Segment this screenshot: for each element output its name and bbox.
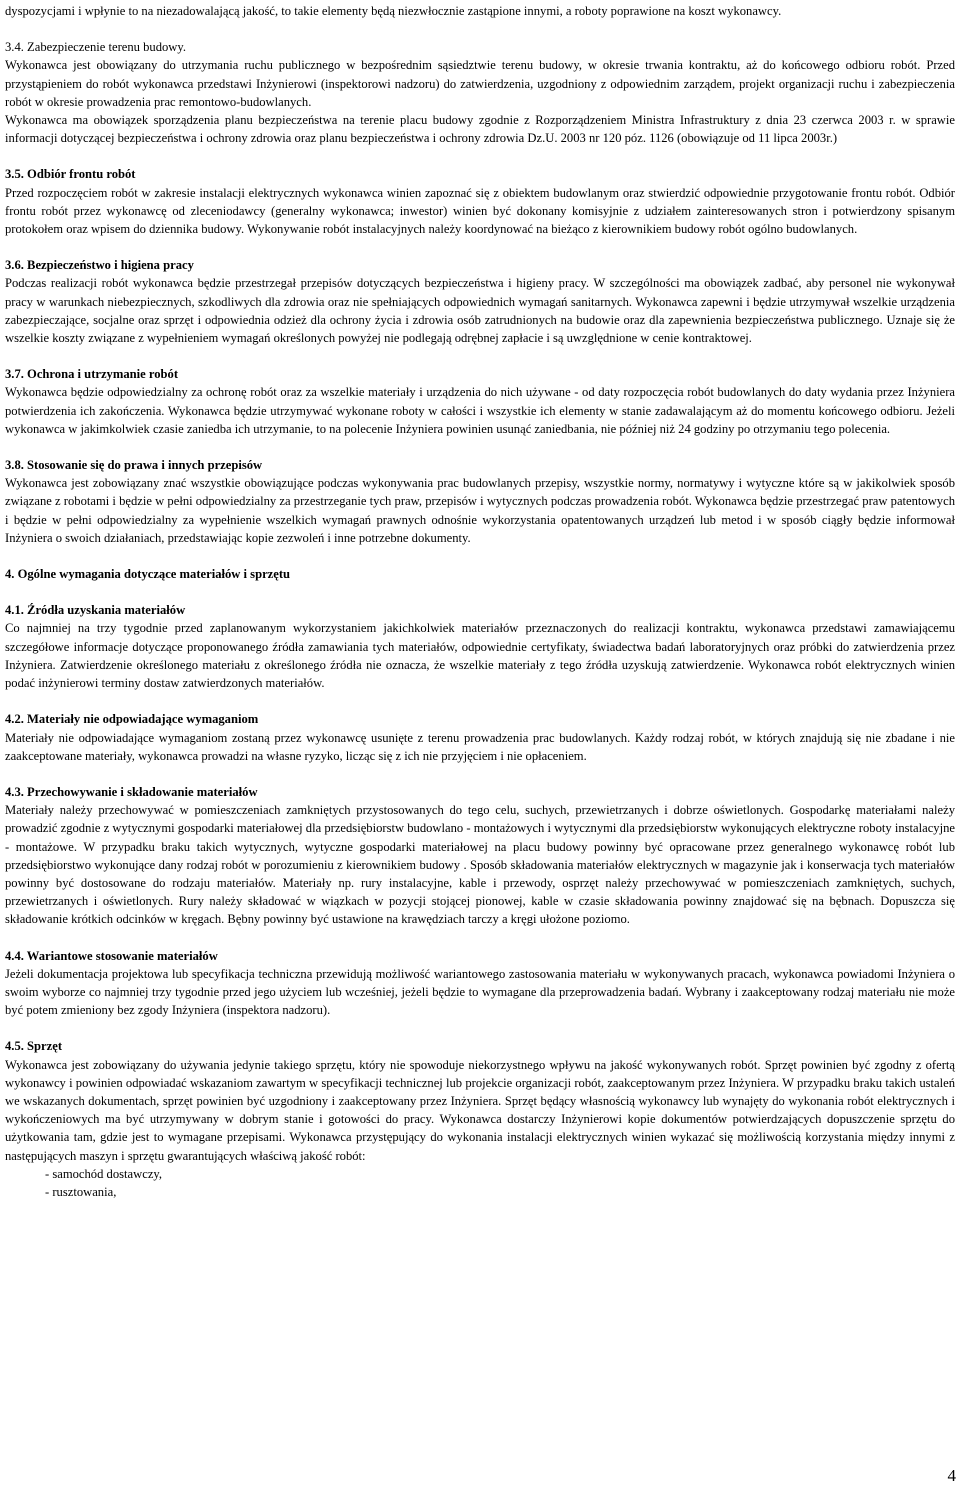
section-heading: 3.7. Ochrona i utrzymanie robót: [5, 367, 179, 382]
section-heading: 3.4. Zabezpieczenie terenu budowy.: [5, 40, 187, 55]
section-paragraph: Co najmniej na trzy tygodnie przed zaplanowanym wykorzystaniem jakichkolwiek materiałów przeznaczonych do realizacji kontraktu, wykonawca przedstawi zamawiającemu szczegółowe informacje dotyczące proponowanego źródła zamawiania tych materiałów, odpowiednie certyfikaty, świadectwa badań laboratoryjnych oraz próbki do zatwierdzenia przez Inżyniera. Zatwierdzenie określonego materiału z określonego źródła nie oznacza, że wszelkie materiały z tego źródła uzyskują zatwierdzenie. Wykonawca robót elektrycznych winien podać inżynierowi terminy dostaw zatwierdzonych materiałów.: [5, 621, 955, 691]
section-paragraph: Wykonawca jest zobowiązany znać wszystkie obowiązujące podczas wykonywania prac budowlanych przepisy, wszystkie normy, normatywy i wytyczne które są w jakikolwiek sposób związane z robotami i będzie w pełni odpowiedzialny za przestrzeganie tych praw, przepisów i wytycznych podczas prowadzenia robót. Wykonawca będzie przestrzegać praw patentowych i będzie w pełni odpowiedzialny za wypełnienie wszelkich wymagań prawnych odnośnie wykorzystania opatentowanych urządzeń lub metod i w sposób ciągły będzie informował Inżyniera o swoich działaniach, przedstawiając kopie zezwoleń i inne potrzebne dokumenty.: [5, 476, 955, 545]
intro-paragraph: dyspozycjami i wpłynie to na niezadowalającą jakość, to takie elementy będą niezwłocznie zastąpione innymi, a roboty poprawione na koszt wykonawcy.: [5, 4, 782, 18]
section-paragraph: Materiały nie odpowiadające wymaganiom zostaną przez wykonawcę usunięte z terenu prowadzenia prac budowlanych. Każdy rodzaj robót, w których znajdują się nie zbadane i nie zaakceptowane materiały, wykonawca prowadzi na własne ryzyko, licząc się z ich nie przyjęciem i nie opłaceniem.: [5, 730, 955, 763]
section-heading: 4.4. Wariantowe stosowanie materiałów: [5, 948, 218, 963]
section-heading: 4.3. Przechowywanie i składowanie materiałów: [5, 784, 258, 799]
list-item: - samochód dostawczy,: [45, 1166, 163, 1181]
section-3-4: [5, 38, 955, 147]
section-heading: 3.8. Stosowanie się do prawa i innych przepisów: [5, 458, 263, 473]
section-3-8: [5, 456, 955, 547]
section-heading: 4.1. Źródła uzyskania materiałów: [5, 603, 186, 618]
section-paragraph: Wykonawca ma obowiązek sporządzenia planu bezpieczeństwa na terenie placu budowy zgodnie z Rozporządzeniem Ministra Infrastruktury z dnia 23 czerwca 2003 r. w sprawie informacji dotyczącej bezpieczeństwa i ochrony zdrowia oraz planu bezpieczeństwa i ochrony zdrowia Dz.U. 2003 nr 120 póz. 1126 (obowiązuje od 11 lipca 2003r.): [5, 113, 955, 146]
section-paragraph: Wykonawca będzie odpowiedzialny za ochronę robót oraz za wszelkie materiały i urządzenia do nich używane - od daty rozpoczęcia robót budowlanych do daty wydania przez Inżyniera potwierdzenia ich zakończenia. Wykonawca będzie utrzymywać wykonane roboty w całości i wszystkie ich elementy w stanie zadawalającym aż do momentu końcowego odbioru. Jeżeli wykonawca w jakimkolwiek czasie zaniedba ich utrzymanie, to na polecenie Inżyniera powinien usunąć zaniedbania, nie później niż 24 godziny po otrzymaniu tego polecenia.: [5, 385, 955, 436]
section-3-6: [5, 256, 955, 347]
section-3-5: [5, 165, 955, 238]
chapter-heading: 4. Ogólne wymagania dotyczące materiałów i sprzętu: [5, 567, 291, 582]
section-heading: 4.5. Sprzęt: [5, 1039, 63, 1054]
section-4-1: [5, 601, 955, 692]
document-page: [5, 2, 955, 1201]
page-number: 4: [947, 1466, 956, 1485]
section-4-5: [5, 1037, 955, 1201]
section-4-4: [5, 947, 955, 1020]
list-item: - rusztowania,: [45, 1184, 117, 1199]
section-paragraph: Przed rozpoczęciem robót w zakresie instalacji elektrycznych wykonawca winien zapoznać się z obiektem budowlanym oraz stwierdzić odpowiednie przygotowanie frontu robót. Odbiór frontu robót przez wykonawcę od zleceniodawcy (generalny wykonawca; inwestor) winien być dokonany komisyjnie z udziałem zainteresowanych stron i potwierdzony spisanym protokołem oraz wpisem do dziennika budowy. Wykonywanie robót instalacyjnych należy koordynować na bieżąco z kierownikiem budowy robót ogólno budowlanych.: [5, 185, 955, 237]
section-paragraph: Jeżeli dokumentacja projektowa lub specyfikacja techniczna przewidują możliwość wariantowego zastosowania materiału w wykonywanych pracach, wykonawca powiadomi Inżyniera o swoim wyborze co najmniej trzy tygodnie przed jego użyciem lub wcześniej, jeżeli będzie to wymagane dla przeprowadzenia badań. Wybrany i zaakceptowany rodzaj materiału nie może być potem zmieniony bez zgody Inżyniera (inspektora nadzoru).: [5, 966, 955, 1018]
section-heading: 4.2. Materiały nie odpowiadające wymaganiom: [5, 712, 259, 727]
section-paragraph: Wykonawca jest zobowiązany do używania jedynie takiego sprzętu, który nie spowoduje niekorzystnego wpływu na jakość wykonywanych robót. Sprzęt powinien być zgodny z ofertą wykonawcy i powinien odpowiadać wskazaniom zawartym w specyfikacji technicznej lub projekcie organizacji robót, zaakceptowanym przez Inżyniera. W przypadku braku takich ustaleń we wskazanych dokumentach, sprzęt powinien być uzgodniony i zaakceptowany przez Inżyniera. Sprzęt będący własnością wykonawcy lub wynajęty do wykonania robót elektrycznych i wykończeniowych ma być utrzymywany w dobrym stanie i gotowości do pracy. Wykonawca dostarczy Inżynierowi kopie dokumentów potwierdzających dopuszczenie sprzętu do użytkowania tam, gdzie jest to wymagane przepisami. Wykonawca przystępujący do wykonania instalacji elektrycznych winien wykazać się możliwością korzystania między innymi z następujących maszyn i sprzętu gwarantujących właściwą jakość robót:: [5, 1057, 955, 1163]
section-paragraph: Wykonawca jest obowiązany do utrzymania ruchu publicznego w bezpośrednim sąsiedztwie terenu budowy, w okresie trwania kontraktu, aż do końcowego odbioru robót. Przed przystąpieniem do robót wykonawca przedstawi Inżynierowi (inspektorowi nadzoru) do zatwierdzenia, uzgodniony z odpowiednim zarządem, projekt organizacji ruchu i zabezpieczenia robót w okresie prowadzenia prac remontowo-budowlanych.: [5, 58, 955, 109]
section-heading: 3.6. Bezpieczeństwo i higiena pracy: [5, 258, 194, 273]
section-4-3: [5, 783, 955, 929]
section-4-2: [5, 710, 955, 765]
section-3-7: [5, 365, 955, 438]
section-paragraph: Podczas realizacji robót wykonawca będzie przestrzegał przepisów dotyczących bezpieczeństwa i higieny pracy. W szczególności ma obowiązek zadbać, aby personel nie wykonywał pracy w warunkach niebezpiecznych, szkodliwych dla zdrowia oraz nie spełniających odpowiednich wymagań sanitarnych. Wykonawca zapewni i będzie utrzymywał wszelkie urządzenia zabezpieczające, socjalne oraz sprzęt i odpowiednia odzież dla ochrony życia i zdrowia osób zatrudnionych na budowie oraz dla zapewnienia bezpieczeństwa publicznego. Uznaje się że wszelkie koszty związane z wypełnieniem wymagań określonych powyżej nie podlegają odrębnej zapłacie i są uwzględnione w cenie kontraktowej.: [5, 276, 955, 346]
section-paragraph: Materiały należy przechowywać w pomieszczeniach zamkniętych przystosowanych do tego celu, suchych, przewietrzanych i dobrze oświetlonych. Gospodarkę materiałami należy prowadzić zgodnie z wytycznymi gospodarki materiałowej dla przedsiębiorstw budowlano - montażowych i wytycznymi dla przedsiębiorstw wykonujących elektryczne roboty instalacyjne - montażowe. W przypadku braku takich wytycznych, wytyczne gospodarki materiałowej na placu budowy powinny być opracowane przez generalnego wykonawcę robót lub przedsiębiorstwo wykonujące dany rodzaj robót w porozumieniu z kierownikiem budowy . Sposób składowania materiałów elektrycznych w magazynie jak i konserwacja tych materiałów powinny być dostosowane do rodzaju materiałów. Materiały np. rury instalacyjne, kable i przewody, osprzęt należy przechowywać w pomieszczeniach zamkniętych, suchych, przewietrzanych i oświetlonych. Rury należy składować w wiązkach w pozycji stojącej pionowej, kable w czasie składowania powinny znajdować się na bębnach. Dopuszcza się składowanie krótkich odcinków w kręgach. Bębny powinny być ustawione na krawędziach tarczy a kręgi ułożone poziomo.: [5, 803, 955, 927]
section-heading: 3.5. Odbiór frontu robót: [5, 167, 136, 182]
